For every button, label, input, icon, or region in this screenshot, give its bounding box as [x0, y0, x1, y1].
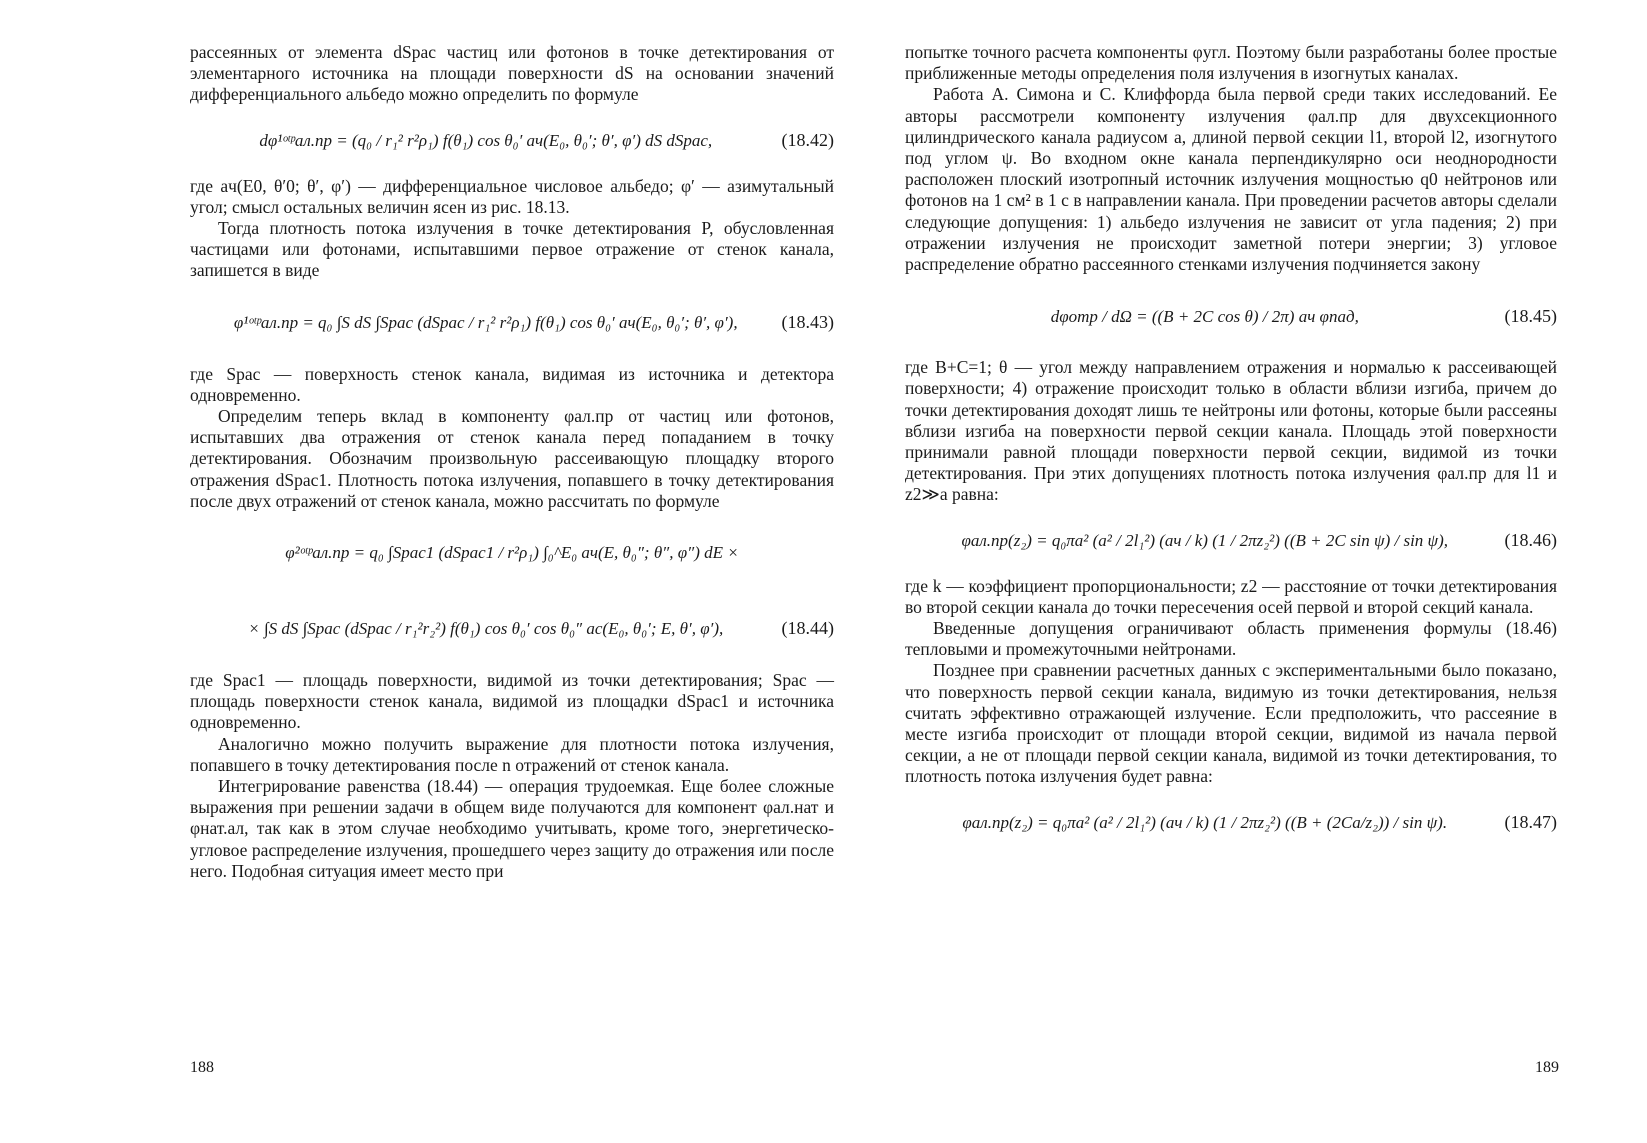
- equation-18-46: [905, 512, 1557, 570]
- paragraph: где B+C=1; θ — угол между направлением отражения и нормалью к рассеивающей поверхности; 4) отражение происходит только в области вблизи изгиба, причем до точки детектирования доходят лишь те нейтроны или фотоны, которые были рассеяны вблизи изгиба на поверхности первой секции канала. Площадь этой поверхности принимали равной площади поверхности первой секции, видимой из точки детектирования. При этих допущениях плотность потока излучения φал.пр для l1 и z2≫a равна:: [905, 357, 1557, 505]
- paragraph: Аналогично можно получить выражение для плотности потока излучения, попавшего в точку детектирования после n отражений от стенок канала.: [190, 733, 834, 775]
- equation-18-45: [905, 281, 1557, 351]
- equation-formula: × ∫S dS ∫Sрас (dSрас / r₁²r₂²) f(θ₁) cos θ₀′ cos θ₀″ ac(E₀, θ₀′; E, θ′, φ′),: [248, 619, 724, 639]
- page-number: 188: [190, 1059, 214, 1076]
- equation-formula: dφотр / dΩ = ((B + 2C cos θ) / 2π) aч φпад,: [1050, 306, 1359, 326]
- equation-18-47: [905, 794, 1557, 852]
- page-number: 189: [1535, 1059, 1559, 1076]
- equation-number: (18.44): [781, 618, 834, 639]
- left-text-column: [190, 42, 834, 882]
- equation-formula: dφ¹ᵒᵗᵖал.пр = (q₀ / r₁² r²ρ₁) f(θ₁) cos θ₀′ aч(E₀, θ₀′; θ′, φ′) dS dSрас,: [259, 131, 713, 150]
- paragraph: Определим теперь вклад в компоненту φал.пр от частиц или фотонов, испытавших два отражения от стенок канала перед попаданием в точку детектирования. Обозначим произвольную рассеивающую площадку второго отражения dSрас1. Плотность потока излучения, попавшего в точку детектирования после двух отражений от стенок канала, можно рассчитать по формуле: [190, 406, 834, 511]
- equation-formula: φал.пр(z₂) = q₀πa² (a² / 2l₁²) (aч / k) (1 / 2πz₂²) ((B + (2Ca/z₂)) / sin ψ).: [962, 813, 1448, 833]
- paragraph: Введенные допущения ограничивают область применения формулы (18.46) тепловыми и промежуточными нейтронами.: [905, 618, 1557, 660]
- equation-number: (18.47): [1504, 812, 1557, 833]
- right-text-column: [905, 42, 1557, 858]
- paragraph: попытке точного расчета компоненты φугл. Поэтому были разработаны более простые приближенные методы определения поля излучения в изогнутых каналах.: [905, 42, 1557, 84]
- right-page: [823, 0, 1647, 1143]
- equation-18-44-line1: [190, 518, 834, 588]
- paragraph: где Sрас1 — площадь поверхности, видимой из точки детектирования; Sрас — площадь поверхности стенок канала, видимой из площадки dSрас1 и источника одновременно.: [190, 670, 834, 733]
- equation-18-43: [190, 288, 834, 358]
- equation-number: (18.43): [781, 312, 834, 333]
- equation-number: (18.46): [1504, 530, 1557, 551]
- equation-18-44-line2: [190, 594, 834, 664]
- paragraph: Работа А. Симона и С. Клиффорда была первой среди таких исследований. Ее авторы рассмотрели компоненту излучения φал.пр для двухсекционного цилиндрического канала радиусом a, длиной первой секции l1, второй l2, изогнутого под углом ψ. Во входном окне канала перпендикулярно оси неоднородности расположен плоский изотропный источник излучения мощностью q0 нейтронов или фотонов на 1 см² в 1 с в направлении канала. При проведении расчетов авторы сделали следующие допущения: 1) альбедо излучения не зависит от угла падения; 2) при отражении излучения не происходит заметной потери энергии; 3) угловое распределение обратно рассеянного стенками излучения подчиняется закону: [905, 84, 1557, 275]
- equation-number: (18.45): [1504, 305, 1557, 326]
- paragraph: рассеянных от элемента dSрас частиц или фотонов в точке детектирования от элементарного источника на площади поверхности dS на основании значений дифференциального альбедо можно определить по формуле: [190, 42, 834, 105]
- equation-formula: φ¹ᵒᵗᵖал.пр = q₀ ∫S dS ∫Sрас (dSрас / r₁² r²ρ₁) f(θ₁) cos θ₀′ aч(E₀, θ₀′; θ′, φ′),: [233, 313, 738, 333]
- equation-formula: φал.пр(z₂) = q₀πa² (a² / 2l₁²) (aч / k) (1 / 2πz₂²) ((B + 2C sin ψ) / sin ψ),: [961, 531, 1449, 551]
- paragraph: где Sрас — поверхность стенок канала, видимая из источника и детектора одновременно.: [190, 363, 834, 405]
- paragraph: где k — коэффициент пропорциональности; z2 — расстояние от точки детектирования во второй секции канала до точки пересечения осей первой и второй секций канала.: [905, 575, 1557, 617]
- paragraph: Тогда плотность потока излучения в точке детектирования P, обусловленная частицами или фотонами, испытавшими первое отражение от стенок канала, запишется в виде: [190, 218, 834, 281]
- paragraph: Интегрирование равенства (18.44) — операция трудоемкая. Еще более сложные выражения при решении задачи в общем виде получаются для компонент φал.нат и φнат.ал, так как в этом случае необходимо учитывать, кроме того, энергетическо-угловое распределение излучения, прошедшего через защиту до отражения или после него. Подобная ситуация имеет место при: [190, 776, 834, 881]
- equation-18-42: [190, 112, 834, 170]
- equation-number: (18.42): [781, 130, 834, 150]
- paragraph: Позднее при сравнении расчетных данных с экспериментальными было показано, что поверхность первой секции канала, видимую из точки детектирования, нельзя считать эффективно отражающей излучение. Если предположить, что рассеяние в месте изгиба происходит от площади второй секции, видимой из начала первой секции, а не от площади первой секции канала, видимой из точки детектирования, то плотность потока излучения будет равна:: [905, 660, 1557, 787]
- equation-formula: φ²ᵒᵗᵖал.пр = q₀ ∫Sрас1 (dSрас1 / r²ρ₁) ∫₀^E₀ aч(E, θ₀″; θ″, φ″) dE ×: [285, 543, 739, 563]
- paragraph: где aч(E0, θ′0; θ′, φ′) — дифференциальное числовое альбедо; φ′ — азимутальный угол; смысл остальных величин ясен из рис. 18.13.: [190, 175, 834, 217]
